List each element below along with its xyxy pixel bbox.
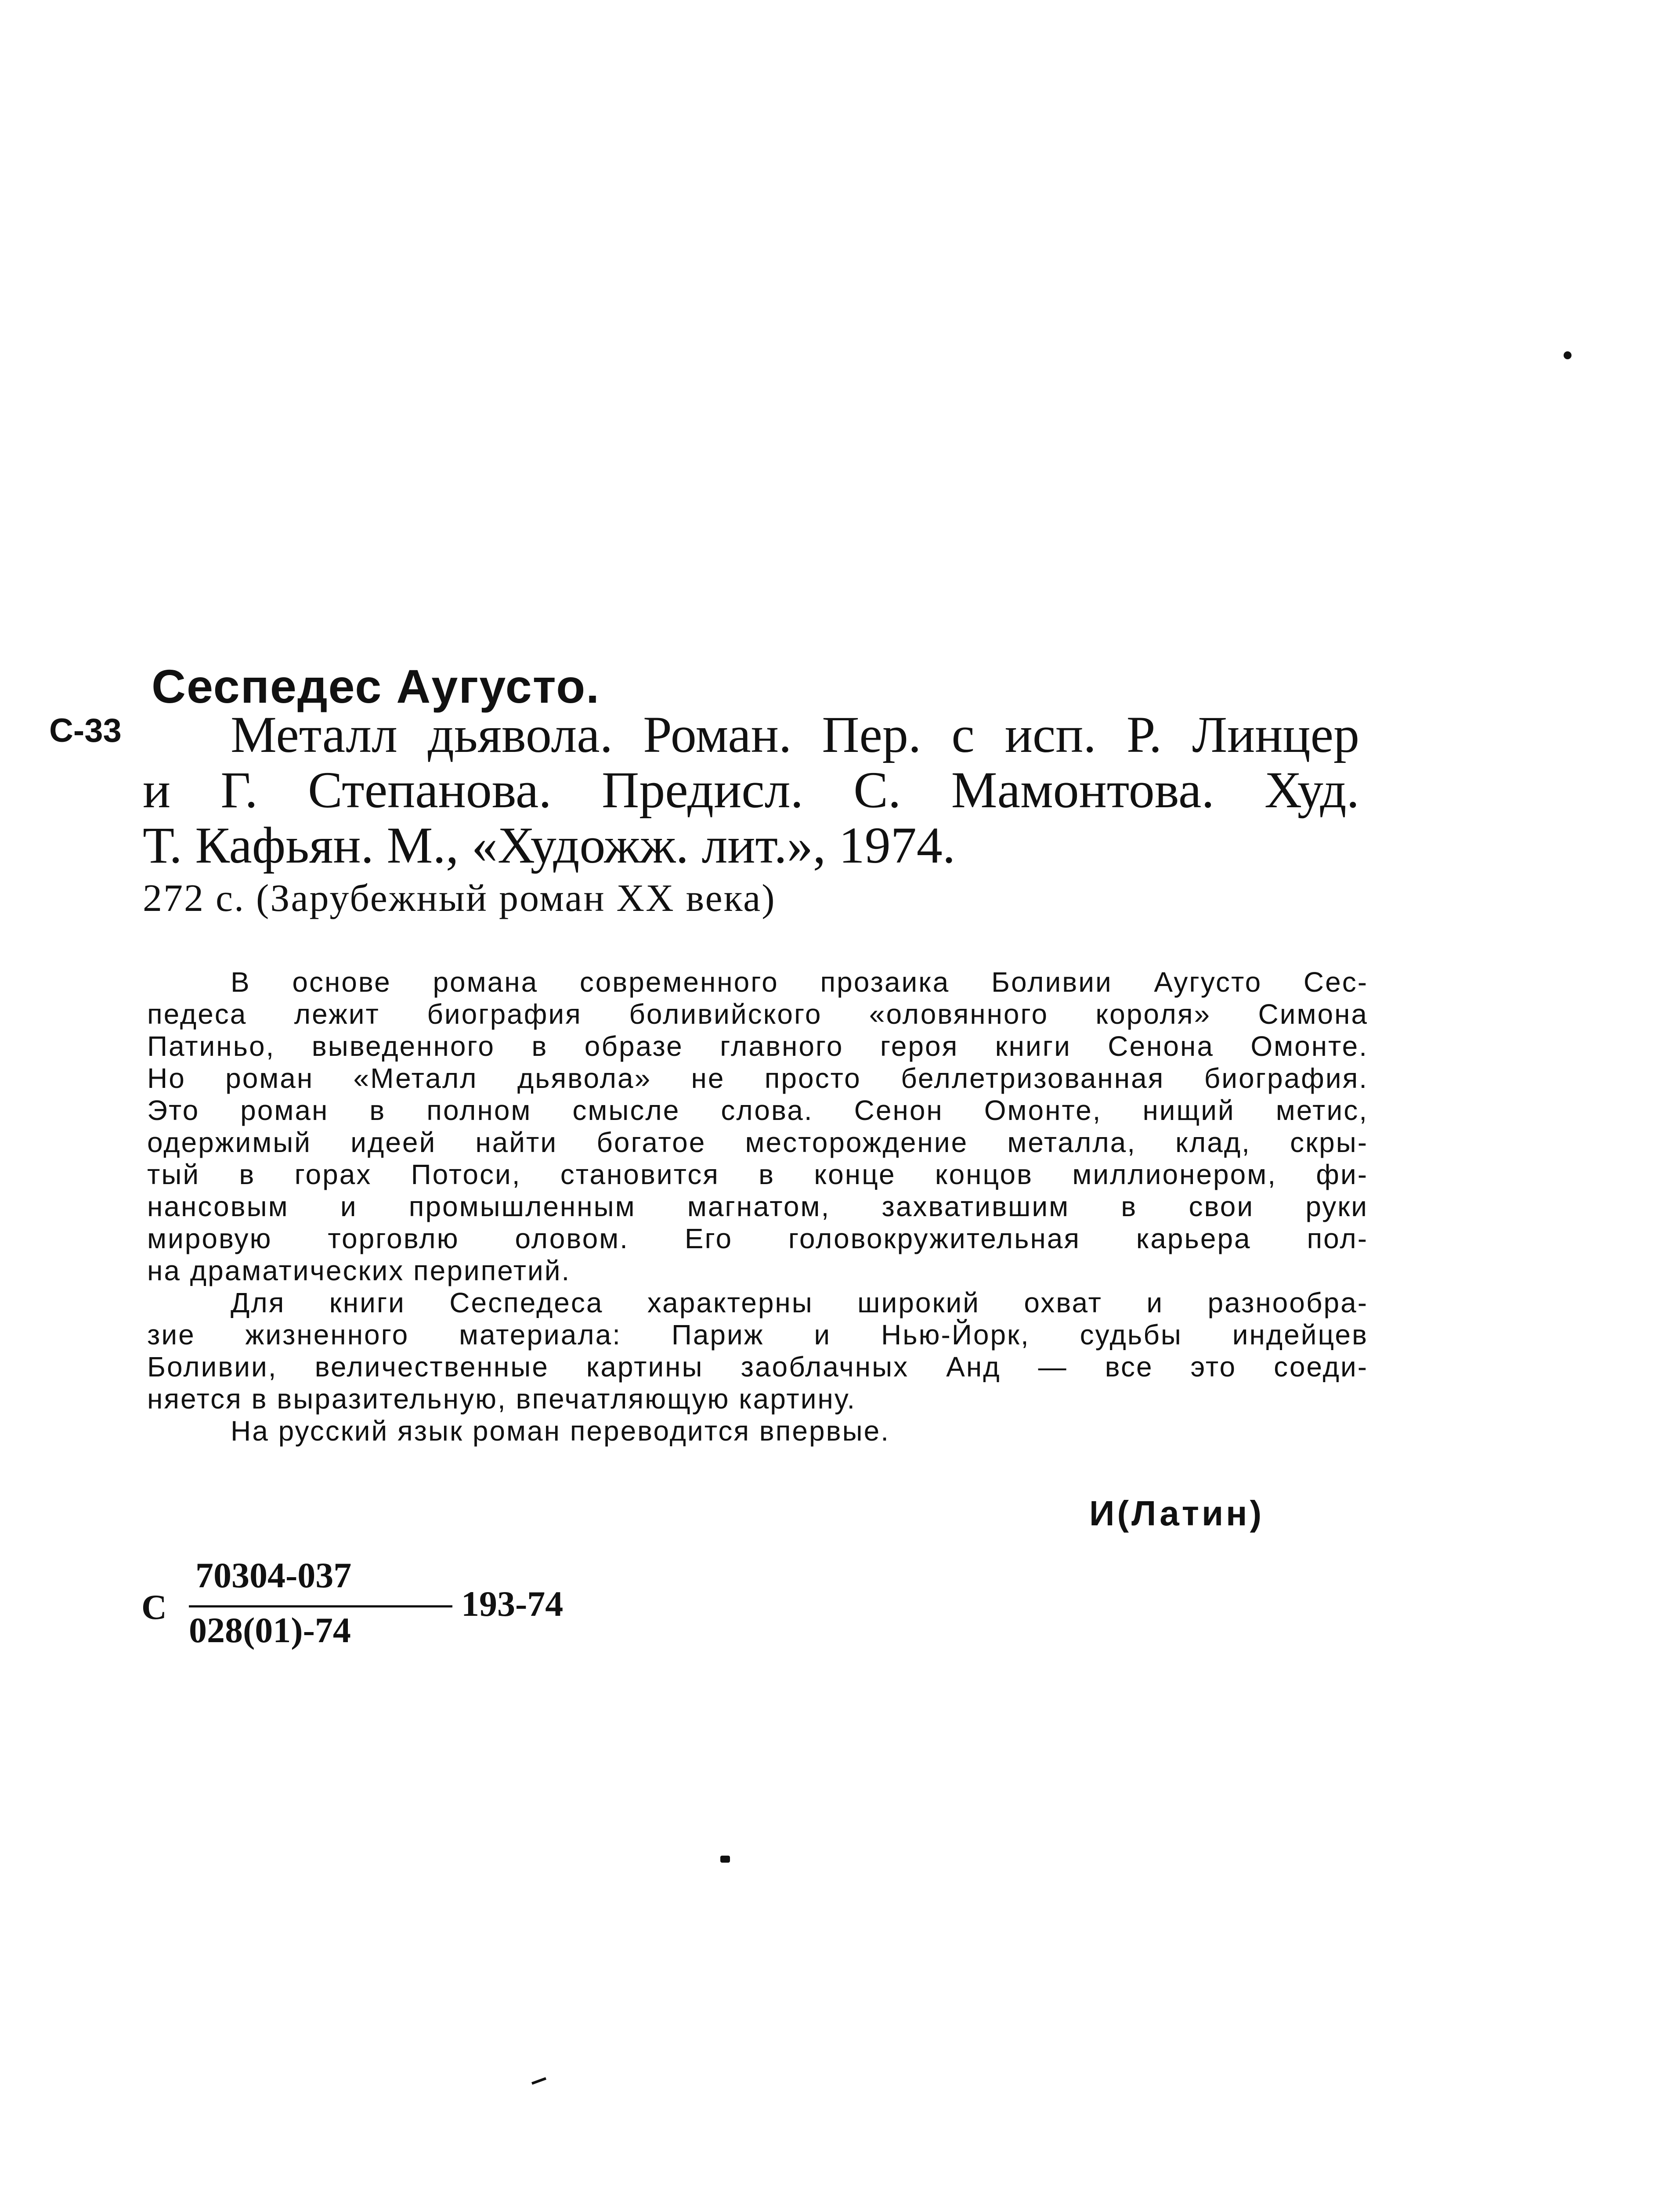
index-letter: С: [141, 1588, 167, 1627]
call-number: С-33: [49, 712, 122, 749]
annotation-line: нансовым и промышленным магнатом, захватившим в свои руки: [147, 1191, 1368, 1222]
annotation-line: Боливии, величественные картины заоблачных Анд — все это соеди-: [147, 1351, 1368, 1383]
index-fraction-bar: [189, 1605, 452, 1607]
bib-line: и Г. Степанова. Предисл. С. Мамонтова. Худ.: [143, 761, 1359, 819]
annotation-line: Для книги Сеспедеса характерны широкий охват и разнообра-: [231, 1287, 1368, 1318]
classification-mark: И(Латин): [1089, 1494, 1265, 1533]
annotation-line: В основе романа современного прозаика Боливии Аугусто Сес-: [231, 966, 1368, 998]
annotation: [147, 966, 1368, 1447]
annotation-line: мировую торговлю оловом. Его головокружительная карьера пол-: [147, 1223, 1368, 1254]
annotation-line: На русский язык роман переводится впервые.: [231, 1415, 890, 1447]
scan-speck: [720, 1856, 730, 1863]
series-line: 272 с. (Зарубежный роман XX века): [143, 877, 776, 920]
annotation-line: Но роман «Металл дьявола» не просто беллетризованная биография.: [147, 1062, 1368, 1094]
annotation-line: тый в горах Потоси, становится в конце концов миллионером, фи-: [147, 1159, 1368, 1190]
bib-line: Т. Кафьян. М., «Художж. лит.», 1974.: [143, 816, 956, 874]
author-heading: Сеспедес Аугусто.: [152, 660, 600, 713]
index-numerator: 70304-037: [195, 1555, 352, 1595]
scan-speck: [1564, 351, 1572, 359]
index-suffix: 193-74: [461, 1584, 564, 1624]
annotation-line: Это роман в полном смысле слова. Сенон Омонте, нищий метис,: [147, 1094, 1368, 1126]
annotation-line: зие жизненного материала: Париж и Нью-Йорк, судьбы индейцев: [147, 1319, 1368, 1351]
index-denominator: 028(01)-74: [189, 1610, 351, 1650]
annotation-line: Патиньо, выведенного в образе главного героя книги Сенона Омонте.: [147, 1030, 1368, 1062]
annotation-line: няется в выразительную, впечатляющую картину.: [147, 1383, 856, 1415]
bib-line: Металл дьявола. Роман. Пер. с исп. Р. Линцер: [231, 706, 1359, 763]
annotation-line: одержимый идеей найти богатое месторождение металла, клад, скры-: [147, 1127, 1368, 1158]
bibliographic-description: [143, 707, 1359, 873]
scan-speck: [531, 2077, 546, 2084]
annotation-line: педеса лежит биография боливийского «оловянного короля» Симона: [147, 998, 1368, 1030]
annotation-line: на драматических перипетий.: [147, 1255, 571, 1286]
